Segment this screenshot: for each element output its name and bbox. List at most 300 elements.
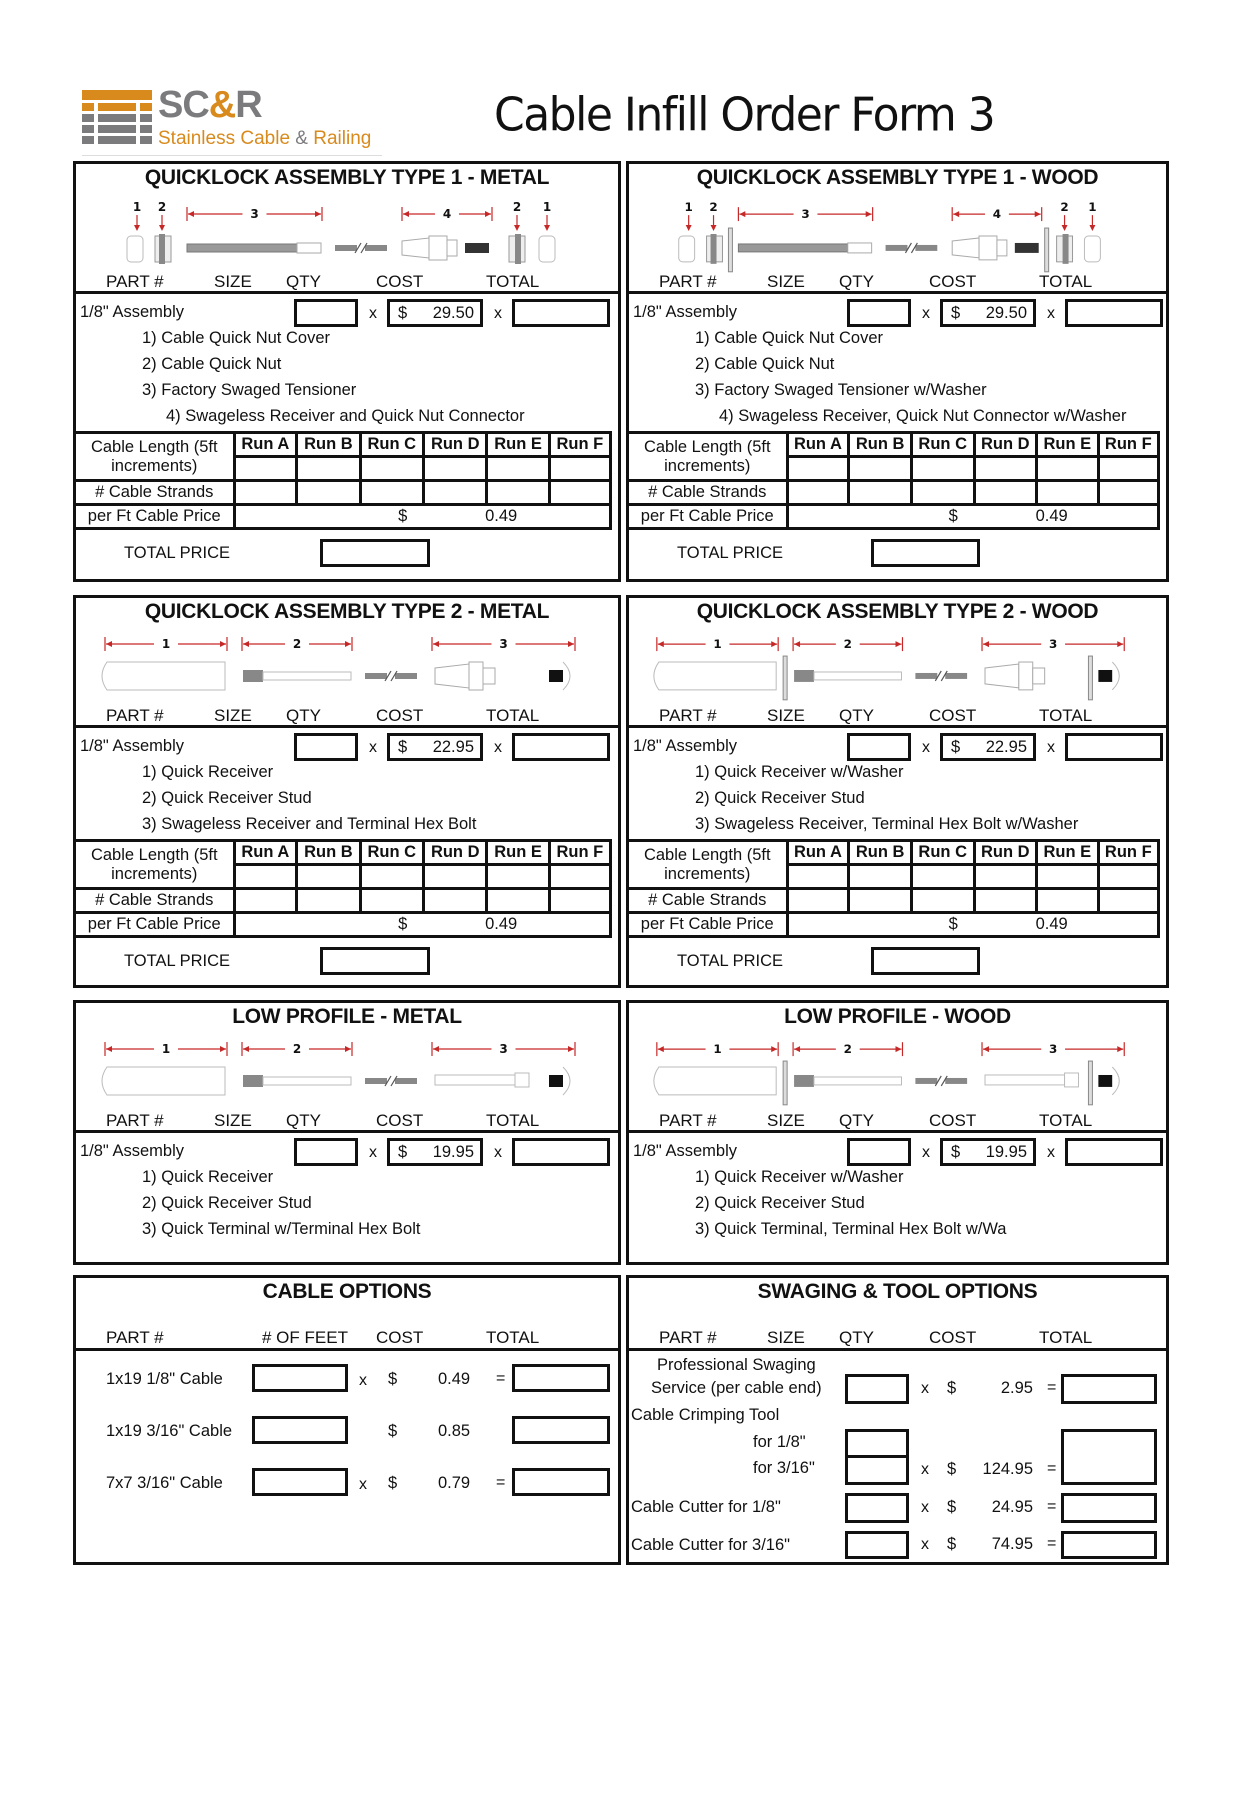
col-header-qty: QTY xyxy=(839,1111,874,1130)
col-header-size: SIZE xyxy=(214,706,252,725)
dollar-sign: $ xyxy=(948,915,958,933)
section-divider xyxy=(629,291,1166,294)
cable-part-label: 7x7 3/16" Cable xyxy=(106,1474,223,1492)
callout-receiver xyxy=(105,637,227,651)
panel-title: QUICKLOCK ASSEMBLY TYPE 2 - WOOD xyxy=(696,600,1099,623)
multiply-sign: x xyxy=(1047,739,1055,756)
cable-strands-input[interactable] xyxy=(297,889,360,913)
cable-length-input[interactable] xyxy=(360,865,423,889)
dollar-sign: $ xyxy=(388,1370,398,1388)
per-ft-price-row xyxy=(76,913,611,937)
quick-nut-cover-icon xyxy=(127,236,143,262)
run-header-0: Run A xyxy=(234,433,297,457)
total-input[interactable] xyxy=(1065,1138,1163,1166)
total-price-label: TOTAL PRICE xyxy=(677,952,784,970)
unit-price-value: 29.50 xyxy=(432,303,474,322)
diagram-callout-number: 3 xyxy=(801,207,810,222)
swageless-receiver-icon xyxy=(985,662,1045,690)
cable-strands-input[interactable] xyxy=(974,889,1037,913)
col-header-size: SIZE xyxy=(767,706,805,725)
cable-length-input[interactable] xyxy=(487,865,549,889)
callout-arrow xyxy=(543,200,551,231)
assembly-diagram xyxy=(629,628,1166,708)
cable-runs-grid xyxy=(629,839,1160,938)
equals-sign: = xyxy=(1047,1379,1057,1396)
total-input[interactable] xyxy=(512,733,610,761)
swaging-label-line2: Service (per cable end) xyxy=(651,1379,822,1397)
qty-input[interactable] xyxy=(294,299,358,327)
receiver-stud-icon xyxy=(243,1075,351,1087)
per-ft-price-row xyxy=(629,913,1159,937)
diagram-callout-number: 3 xyxy=(1048,637,1058,652)
callout-receiver xyxy=(105,1042,227,1056)
run-header-5: Run F xyxy=(1098,841,1158,865)
callout-arrow xyxy=(133,200,141,231)
per-ft-price-cell xyxy=(787,913,1159,937)
crimp-qty-input[interactable] xyxy=(845,1455,909,1485)
callout-stud xyxy=(242,1042,352,1056)
cable-cost-value: 0.85 xyxy=(438,1422,471,1440)
diagram-callout-number: 1 xyxy=(1088,200,1097,215)
assembly-item-label: 1/8" Assembly xyxy=(633,1142,737,1160)
cable-strands-input[interactable] xyxy=(1037,889,1098,913)
run-header-1: Run B xyxy=(297,841,360,865)
callout-receiver xyxy=(657,637,778,651)
swageless-receiver-icon xyxy=(952,236,1039,260)
total-input[interactable] xyxy=(1065,299,1163,327)
total-input[interactable] xyxy=(512,1138,610,1166)
multiply-sign: x xyxy=(359,1372,367,1389)
component-item: 2) Quick Receiver Stud xyxy=(142,789,312,807)
run-header-2: Run C xyxy=(360,433,423,457)
dollar-sign: $ xyxy=(398,303,408,322)
unit-price xyxy=(387,1138,483,1166)
per-ft-price-label: per Ft Cable Price xyxy=(76,913,234,937)
unit-price xyxy=(387,299,483,327)
feet-input[interactable] xyxy=(252,1416,348,1444)
multiply-sign: x xyxy=(922,739,930,756)
cable-strands-input[interactable] xyxy=(297,481,360,505)
per-ft-price-row xyxy=(76,505,611,529)
diagram-callout-number: 2 xyxy=(292,1042,302,1056)
cable-strands-row xyxy=(76,889,611,913)
col-header-part: PART # xyxy=(659,1328,717,1347)
washer-icon xyxy=(1088,1061,1092,1105)
cable-strands-input[interactable] xyxy=(424,481,487,505)
cable-total-input[interactable] xyxy=(512,1468,610,1496)
cable-strands-input[interactable] xyxy=(424,889,487,913)
feet-input[interactable] xyxy=(252,1364,348,1392)
multiply-sign: x xyxy=(369,305,377,322)
washer-icon xyxy=(783,656,787,700)
cable-length-input[interactable] xyxy=(297,865,360,889)
panel-cable-options xyxy=(73,1275,621,1565)
quick-receiver-icon xyxy=(654,1067,776,1095)
cable-length-input[interactable] xyxy=(424,457,487,481)
cable-strands-input[interactable] xyxy=(1037,481,1098,505)
callout-tensioner xyxy=(187,207,322,221)
callout-stud xyxy=(242,637,352,651)
panel-title: QUICKLOCK ASSEMBLY TYPE 1 - METAL xyxy=(144,166,550,189)
assembly-item-label: 1/8" Assembly xyxy=(80,737,184,755)
cable-length-input[interactable] xyxy=(234,865,297,889)
run-header-4: Run E xyxy=(1037,433,1098,457)
col-header-total: TOTAL xyxy=(486,272,540,291)
callout-stud xyxy=(793,637,902,651)
run-header-4: Run E xyxy=(1037,841,1098,865)
cable-option-row xyxy=(76,1364,618,1394)
unit-price-value: 19.95 xyxy=(985,1142,1027,1161)
cable-strands-input[interactable] xyxy=(911,481,974,505)
cable-total-input[interactable] xyxy=(512,1364,610,1392)
cable-strands-input[interactable] xyxy=(911,889,974,913)
panel-swaging-tool-options xyxy=(626,1275,1169,1565)
runs-header-row xyxy=(629,433,1159,457)
dollar-sign: $ xyxy=(947,1460,957,1478)
section-divider xyxy=(629,725,1166,728)
col-header-qty: QTY xyxy=(839,272,874,291)
qty-input[interactable] xyxy=(847,733,911,761)
cable-length-input[interactable] xyxy=(549,457,610,481)
col-header-total: TOTAL xyxy=(1039,1328,1093,1347)
cable-part-label: 1x19 3/16" Cable xyxy=(106,1422,233,1440)
run-header-1: Run B xyxy=(297,433,360,457)
cable-length-label xyxy=(629,841,787,889)
col-header-total: TOTAL xyxy=(486,1328,540,1347)
cable-strands-input[interactable] xyxy=(549,889,610,913)
per-ft-price-row xyxy=(629,505,1159,529)
cable-length-label xyxy=(76,841,234,889)
col-header-size: SIZE xyxy=(767,272,805,291)
multiply-sign: x xyxy=(921,1461,929,1478)
equals-sign: = xyxy=(496,1474,506,1491)
multiply-sign: x xyxy=(921,1380,929,1397)
dollar-sign: $ xyxy=(951,303,961,322)
railing-logo-icon xyxy=(82,90,152,148)
runs-header-row xyxy=(76,433,611,457)
col-header-part: PART # xyxy=(659,706,717,725)
diagram-callout-number: 1 xyxy=(684,200,693,215)
cable-strands-input[interactable] xyxy=(487,889,549,913)
cable-option-row xyxy=(76,1416,618,1446)
crimp-cost: 124.95 xyxy=(982,1460,1033,1478)
cable-length-input[interactable] xyxy=(849,457,912,481)
callout-receiver xyxy=(402,207,492,221)
threaded-tensioner-icon xyxy=(187,243,321,253)
col-header-cost: COST xyxy=(929,1111,977,1130)
total-input[interactable] xyxy=(1065,733,1163,761)
cable-strands-input[interactable] xyxy=(787,889,849,913)
feet-input[interactable] xyxy=(252,1468,348,1496)
run-header-3: Run D xyxy=(974,841,1037,865)
cable-strands-input[interactable] xyxy=(234,889,297,913)
col-header-cost: COST xyxy=(929,1328,977,1347)
component-item: 1) Cable Quick Nut Cover xyxy=(695,329,883,347)
component-item: 1) Cable Quick Nut Cover xyxy=(142,329,330,347)
hex-bolt-icon xyxy=(1098,662,1119,690)
section-divider xyxy=(76,725,618,728)
panel-quicklock-type1-metal xyxy=(73,161,621,582)
run-header-3: Run D xyxy=(424,841,487,865)
threaded-tensioner-icon xyxy=(738,243,871,253)
qty-input[interactable] xyxy=(847,299,911,327)
col-header-part: PART # xyxy=(106,1111,164,1130)
washer-icon xyxy=(1088,656,1092,700)
diagram-callout-number: 2 xyxy=(1060,200,1069,215)
total-price-input[interactable] xyxy=(320,947,430,975)
diagram-callout-number: 4 xyxy=(992,207,1002,222)
cutter-316-qty-input[interactable] xyxy=(845,1531,909,1559)
cable-length-input[interactable] xyxy=(974,457,1037,481)
total-price-input[interactable] xyxy=(871,539,980,567)
run-header-4: Run E xyxy=(487,433,549,457)
cable-segment-icon xyxy=(915,671,967,681)
cutter-18-qty-input[interactable] xyxy=(845,1493,909,1523)
crimp-size-18: for 1/8" xyxy=(753,1433,806,1451)
equals-sign: = xyxy=(1047,1460,1057,1477)
cutter-316-cost: 74.95 xyxy=(991,1535,1033,1553)
equals-sign: = xyxy=(1047,1498,1057,1515)
cable-length-input[interactable] xyxy=(1098,457,1158,481)
cable-cost-value: 0.79 xyxy=(438,1474,471,1492)
cable-length-input[interactable] xyxy=(787,865,849,889)
multiply-sign: x xyxy=(494,739,502,756)
cable-length-input[interactable] xyxy=(911,865,974,889)
page-title: Cable Infill Order Form 3 xyxy=(494,88,995,143)
cable-length-input[interactable] xyxy=(1037,865,1098,889)
dollar-sign: $ xyxy=(388,1474,398,1492)
diagram-callout-number: 2 xyxy=(292,637,302,651)
multiply-sign: x xyxy=(921,1536,929,1553)
component-item: 3) Factory Swaged Tensioner xyxy=(142,381,357,399)
cable-length-label-line2: increments) xyxy=(111,456,198,475)
panel-quicklock-type2-metal xyxy=(73,595,621,988)
cable-strands-input[interactable] xyxy=(849,889,912,913)
col-header-total: TOTAL xyxy=(1039,1111,1093,1130)
cable-segment-icon xyxy=(886,243,938,253)
col-header-size: SIZE xyxy=(214,1111,252,1130)
cable-length-label-line2: increments) xyxy=(664,456,751,475)
col-header-cost: COST xyxy=(376,272,424,291)
panel-quicklock-type2-wood xyxy=(626,595,1169,988)
run-header-5: Run F xyxy=(1098,433,1158,457)
cable-strands-input[interactable] xyxy=(360,889,423,913)
run-header-4: Run E xyxy=(487,841,549,865)
hex-bolt-icon xyxy=(549,662,570,690)
total-price-label: TOTAL PRICE xyxy=(677,544,784,562)
col-header-part: PART # xyxy=(106,706,164,725)
cable-strands-input[interactable] xyxy=(234,481,297,505)
assembly-item-label: 1/8" Assembly xyxy=(633,303,737,321)
total-price-input[interactable] xyxy=(871,947,980,975)
cable-length-input[interactable] xyxy=(360,457,423,481)
cable-segment-icon xyxy=(365,671,417,681)
cable-strands-input[interactable] xyxy=(487,481,549,505)
cable-option-row xyxy=(76,1468,618,1498)
diagram-callout-number: 2 xyxy=(512,200,522,214)
crimp-size-316: for 3/16" xyxy=(753,1459,815,1477)
per-ft-price-value: 0.49 xyxy=(485,507,518,525)
col-header-size: SIZE xyxy=(767,1111,805,1130)
cable-strands-row xyxy=(76,481,611,505)
assembly-diagram xyxy=(76,1033,618,1113)
col-header-feet: # OF FEET xyxy=(262,1328,348,1347)
multiply-sign: x xyxy=(494,1144,502,1161)
callout-arrow xyxy=(685,200,693,231)
col-header-part: PART # xyxy=(659,1111,717,1130)
qty-input[interactable] xyxy=(294,1138,358,1166)
cutter-316-total-input[interactable] xyxy=(1061,1531,1157,1559)
callout-terminal xyxy=(982,637,1124,651)
crimp-total-input[interactable] xyxy=(1061,1429,1157,1485)
diagram-callout-number: 2 xyxy=(843,637,852,652)
cable-strands-input[interactable] xyxy=(549,481,610,505)
run-header-0: Run A xyxy=(787,841,849,865)
quick-terminal-icon xyxy=(435,1073,529,1087)
cable-length-input[interactable] xyxy=(424,865,487,889)
assembly-diagram xyxy=(629,196,1166,276)
callout-stud xyxy=(793,1042,902,1056)
multiply-sign: x xyxy=(922,305,930,322)
cable-length-input[interactable] xyxy=(234,457,297,481)
cable-length-label-line1: Cable Length (5ft xyxy=(643,437,771,456)
quick-receiver-icon xyxy=(654,662,776,690)
diagram-callout-number: 3 xyxy=(499,1042,508,1056)
swaging-qty-input[interactable] xyxy=(845,1374,909,1404)
swaging-cost: 2.95 xyxy=(1000,1379,1033,1397)
panel-low-profile-wood xyxy=(626,1000,1169,1265)
quick-nut-icon xyxy=(509,234,525,264)
cable-total-input[interactable] xyxy=(512,1416,610,1444)
col-header-total: TOTAL xyxy=(1039,272,1093,291)
runs-header-row xyxy=(76,841,611,865)
callout-terminal xyxy=(982,1042,1124,1056)
qty-input[interactable] xyxy=(847,1138,911,1166)
section-divider xyxy=(76,291,618,294)
cable-strands-input[interactable] xyxy=(1098,889,1158,913)
dollar-sign: $ xyxy=(388,1422,398,1440)
receiver-stud-icon xyxy=(794,670,901,682)
swageless-receiver-icon xyxy=(402,236,489,260)
run-header-3: Run D xyxy=(974,433,1037,457)
col-header-cost: COST xyxy=(376,706,424,725)
cable-strands-input[interactable] xyxy=(974,481,1037,505)
component-item: 2) Quick Receiver Stud xyxy=(142,1194,312,1212)
cable-cost-value: 0.49 xyxy=(438,1370,471,1388)
run-header-2: Run C xyxy=(911,841,974,865)
cable-strands-row xyxy=(629,889,1159,913)
col-header-part: PART # xyxy=(106,272,164,291)
cable-length-input[interactable] xyxy=(787,457,849,481)
col-header-part: PART # xyxy=(659,272,717,291)
multiply-sign: x xyxy=(369,1144,377,1161)
cable-strands-input[interactable] xyxy=(1098,481,1158,505)
section-divider xyxy=(76,1130,618,1133)
col-header-size: SIZE xyxy=(214,272,252,291)
cable-strands-row xyxy=(629,481,1159,505)
company-logo xyxy=(82,84,382,152)
quick-receiver-icon xyxy=(102,1067,225,1095)
cable-length-input[interactable] xyxy=(487,457,549,481)
cable-length-input[interactable] xyxy=(549,865,610,889)
logo-tagline: Stainless Cable & Railing xyxy=(158,128,372,149)
unit-price-value: 29.50 xyxy=(985,303,1027,322)
callout-arrow xyxy=(1060,200,1068,231)
dollar-sign: $ xyxy=(951,1142,961,1161)
cable-strands-input[interactable] xyxy=(360,481,423,505)
total-input[interactable] xyxy=(512,299,610,327)
diagram-callout-number: 1 xyxy=(713,1042,722,1057)
col-header-total: TOTAL xyxy=(486,1111,540,1130)
cable-length-label xyxy=(629,433,787,481)
diagram-callout-number: 2 xyxy=(157,200,167,214)
swaging-label-line1: Professional Swaging xyxy=(657,1356,816,1374)
cable-strands-label: # Cable Strands xyxy=(76,889,234,913)
cable-strands-input[interactable] xyxy=(787,481,849,505)
multiply-sign: x xyxy=(494,305,502,322)
cable-length-label xyxy=(76,433,234,481)
callout-receiver xyxy=(952,207,1042,221)
cutter-18-total-input[interactable] xyxy=(1061,1493,1157,1523)
col-header-part: PART # xyxy=(106,1328,164,1347)
cable-length-input[interactable] xyxy=(1037,457,1098,481)
cable-length-input[interactable] xyxy=(297,457,360,481)
quick-nut-icon xyxy=(1057,234,1073,264)
run-header-5: Run F xyxy=(549,841,610,865)
section-divider xyxy=(629,1348,1166,1351)
cable-length-label-line2: increments) xyxy=(111,864,198,883)
run-header-0: Run A xyxy=(234,841,297,865)
diagram-callout-number: 1 xyxy=(132,200,142,214)
cable-length-input[interactable] xyxy=(1098,865,1158,889)
cutter-316-label: Cable Cutter for 3/16" xyxy=(631,1536,791,1554)
cable-strands-input[interactable] xyxy=(849,481,912,505)
dollar-sign: $ xyxy=(398,1142,408,1161)
dollar-sign: $ xyxy=(951,737,961,756)
cutter-18-cost: 24.95 xyxy=(991,1498,1033,1516)
component-item: 3) Quick Terminal w/Terminal Hex Bolt xyxy=(142,1220,421,1238)
qty-input[interactable] xyxy=(294,733,358,761)
total-price-input[interactable] xyxy=(320,539,430,567)
run-header-0: Run A xyxy=(787,433,849,457)
col-header-qty: QTY xyxy=(286,1111,321,1130)
multiply-sign: x xyxy=(1047,1144,1055,1161)
dollar-sign: $ xyxy=(398,737,408,756)
unit-price xyxy=(387,733,483,761)
diagram-callout-number: 4 xyxy=(442,207,452,221)
component-item: 2) Quick Receiver Stud xyxy=(695,789,865,807)
run-header-1: Run B xyxy=(849,433,912,457)
total-price-label: TOTAL PRICE xyxy=(124,544,231,562)
panel-title: CABLE OPTIONS xyxy=(262,1280,432,1303)
equals-sign: = xyxy=(496,1370,506,1387)
cable-length-input[interactable] xyxy=(849,865,912,889)
col-header-qty: QTY xyxy=(839,1328,874,1347)
multiply-sign: x xyxy=(369,739,377,756)
quick-nut-icon xyxy=(707,234,723,264)
cable-length-input[interactable] xyxy=(974,865,1037,889)
callout-tensioner xyxy=(738,207,872,221)
col-header-cost: COST xyxy=(929,706,977,725)
panel-title: QUICKLOCK ASSEMBLY TYPE 2 - METAL xyxy=(144,600,550,623)
callout-arrow xyxy=(158,200,166,231)
callout-arrow xyxy=(709,200,717,231)
cable-length-input[interactable] xyxy=(911,457,974,481)
panel-low-profile-metal xyxy=(73,1000,621,1265)
swaging-total-input[interactable] xyxy=(1061,1374,1157,1404)
col-header-size: SIZE xyxy=(767,1328,805,1347)
assembly-item-label: 1/8" Assembly xyxy=(80,303,184,321)
